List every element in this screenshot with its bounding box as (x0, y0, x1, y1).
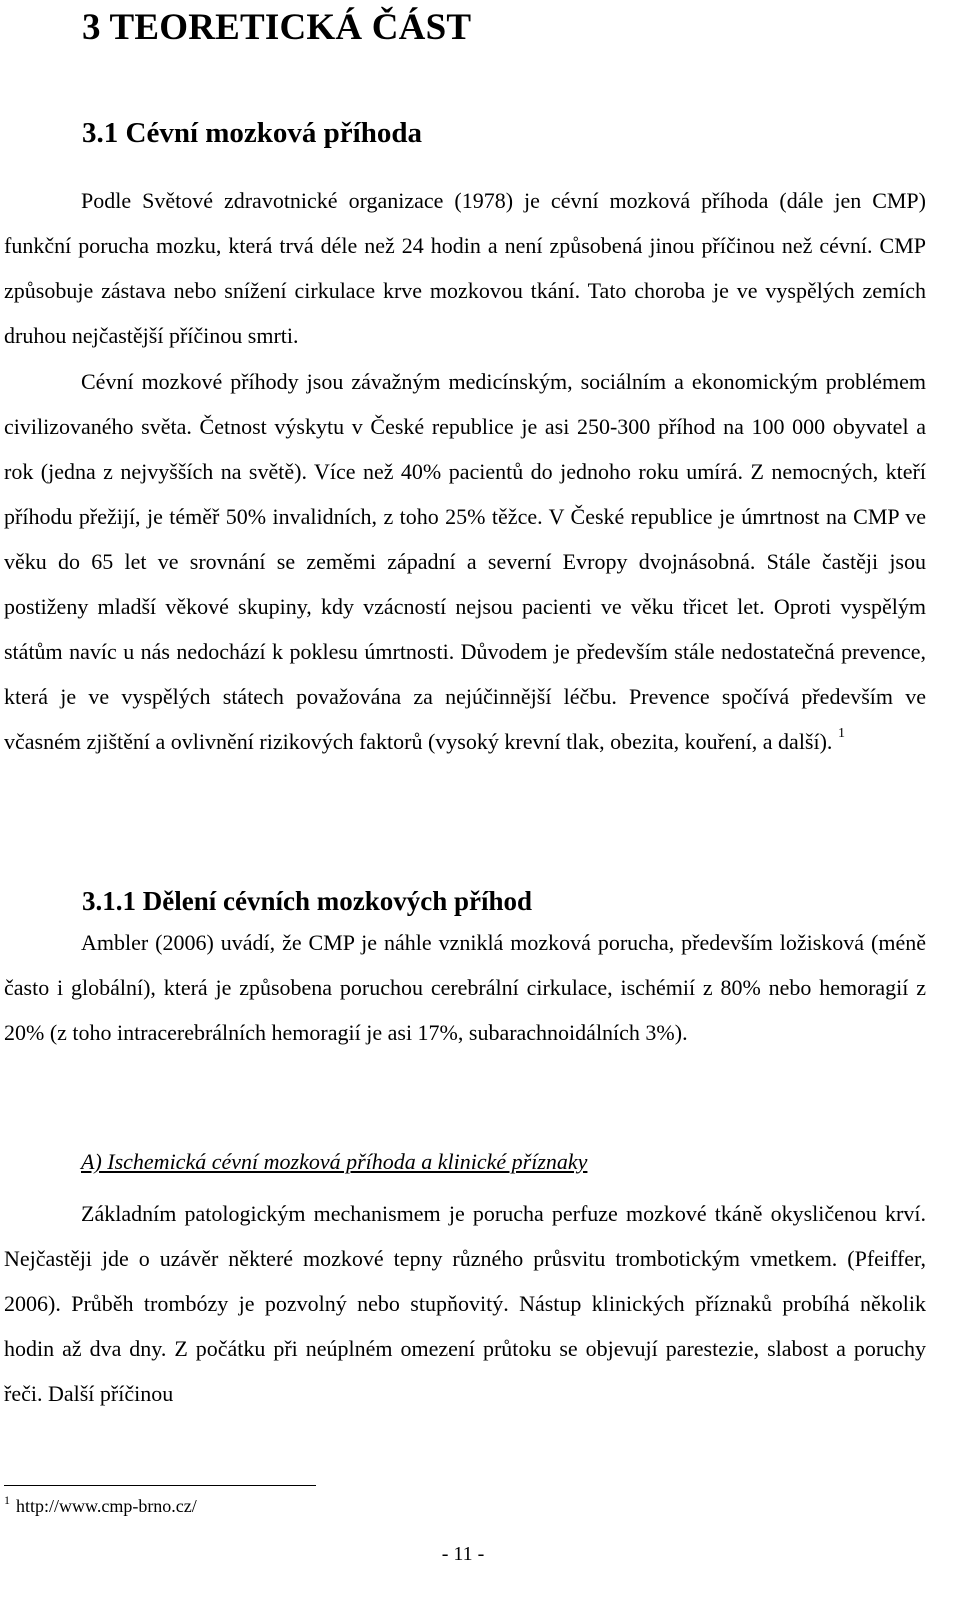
section-heading: 3.1 Cévní mozková příhoda (82, 117, 422, 149)
page-number: - 11 - (441, 1543, 485, 1565)
footnote-reference: 1 (837, 726, 845, 741)
footnote (4, 1493, 197, 1517)
chapter-heading: 3 TEORETICKÁ ČÁST (82, 7, 472, 48)
paragraph-statistics (4, 359, 926, 764)
subsection-heading: 3.1.1 Dělení cévních mozkových příhod (82, 886, 532, 916)
footnote-link[interactable]: http://www.cmp-brno.cz/ (16, 1496, 197, 1516)
footnote-divider (4, 1485, 316, 1486)
paragraph-who-definition: Podle Světové zdravotnické organizace (1978) je cévní mozková příhoda (dále jen CMP) funkční porucha mozku, která trvá déle než 24 hodin a není způsobená jinou příčinou než cévní. CMP způsobuje zástava nebo snížení cirkulace krve mozkovou tkání. Tato choroba je ve vyspělých zemích druhou nejčastější příčinou smrti. (4, 188, 926, 348)
paragraph-ambler: Ambler (2006) uvádí, že CMP je náhle vzniklá mozková porucha, především ložisková (méně často i globální), která je způsobena poruchou cerebrální cirkulace, ischémií z 80% nebo hemoragií z 20% (z toho intracerebrálních hemoragií je asi 17%, subarachnoidálních 3%). (4, 930, 926, 1045)
paragraph-statistics-text: Cévní mozkové příhody jsou závažným medicínským, sociálním a ekonomickým problémem civilizovaného světa. Četnost výskytu v České republice je asi 250-300 příhod na 100 000 obyvatel a rok (jedna z nejvyšších na světě). Více než 40% pacientů do jednoho roku umírá. Z nemocných, kteří příhodu přežijí, je téměř 50% invalidních, z toho 25% těžce. V České republice je úmrtnost na CMP ve věku do 65 let ve srovnání se zeměmi západní a severní Evropy dvojnásobná. Stále častěji jsou postiženy mladší věkové skupiny, kdy vzácností nejsou pacienti ve věku třicet let. Oproti vyspělým státům navíc u nás nedochází k poklesu úmrtnosti. Důvodem je především stále nedostatečná prevence, která je ve vyspělých státech považována za nejúčinnější léčbu. Prevence spočívá především ve včasném zjištění a ovlivnění rizikových faktorů (vysoký krevní tlak, obezita, kouření, a další). (4, 369, 926, 754)
footnote-number: 1 (4, 1493, 10, 1507)
paragraph-ischemic: Základním patologickým mechanismem je porucha perfuze mozkové tkáně okysličenou krví. Nejčastěji jde o uzávěr některé mozkové tepny různého průsvitu trombotickým vmetkem. (Pfeiffer, 2006). Průběh trombózy je pozvolný nebo stupňovitý. Nástup klinických příznaků probíhá několik hodin až dva dny. Z počátku při neúplném omezení průtoku se objevují parestezie, slabost a poruchy řeči. Další příčinou (4, 1201, 926, 1406)
subheading-ischemic: A) Ischemická cévní mozková příhoda a klinické příznaky (81, 1149, 588, 1174)
